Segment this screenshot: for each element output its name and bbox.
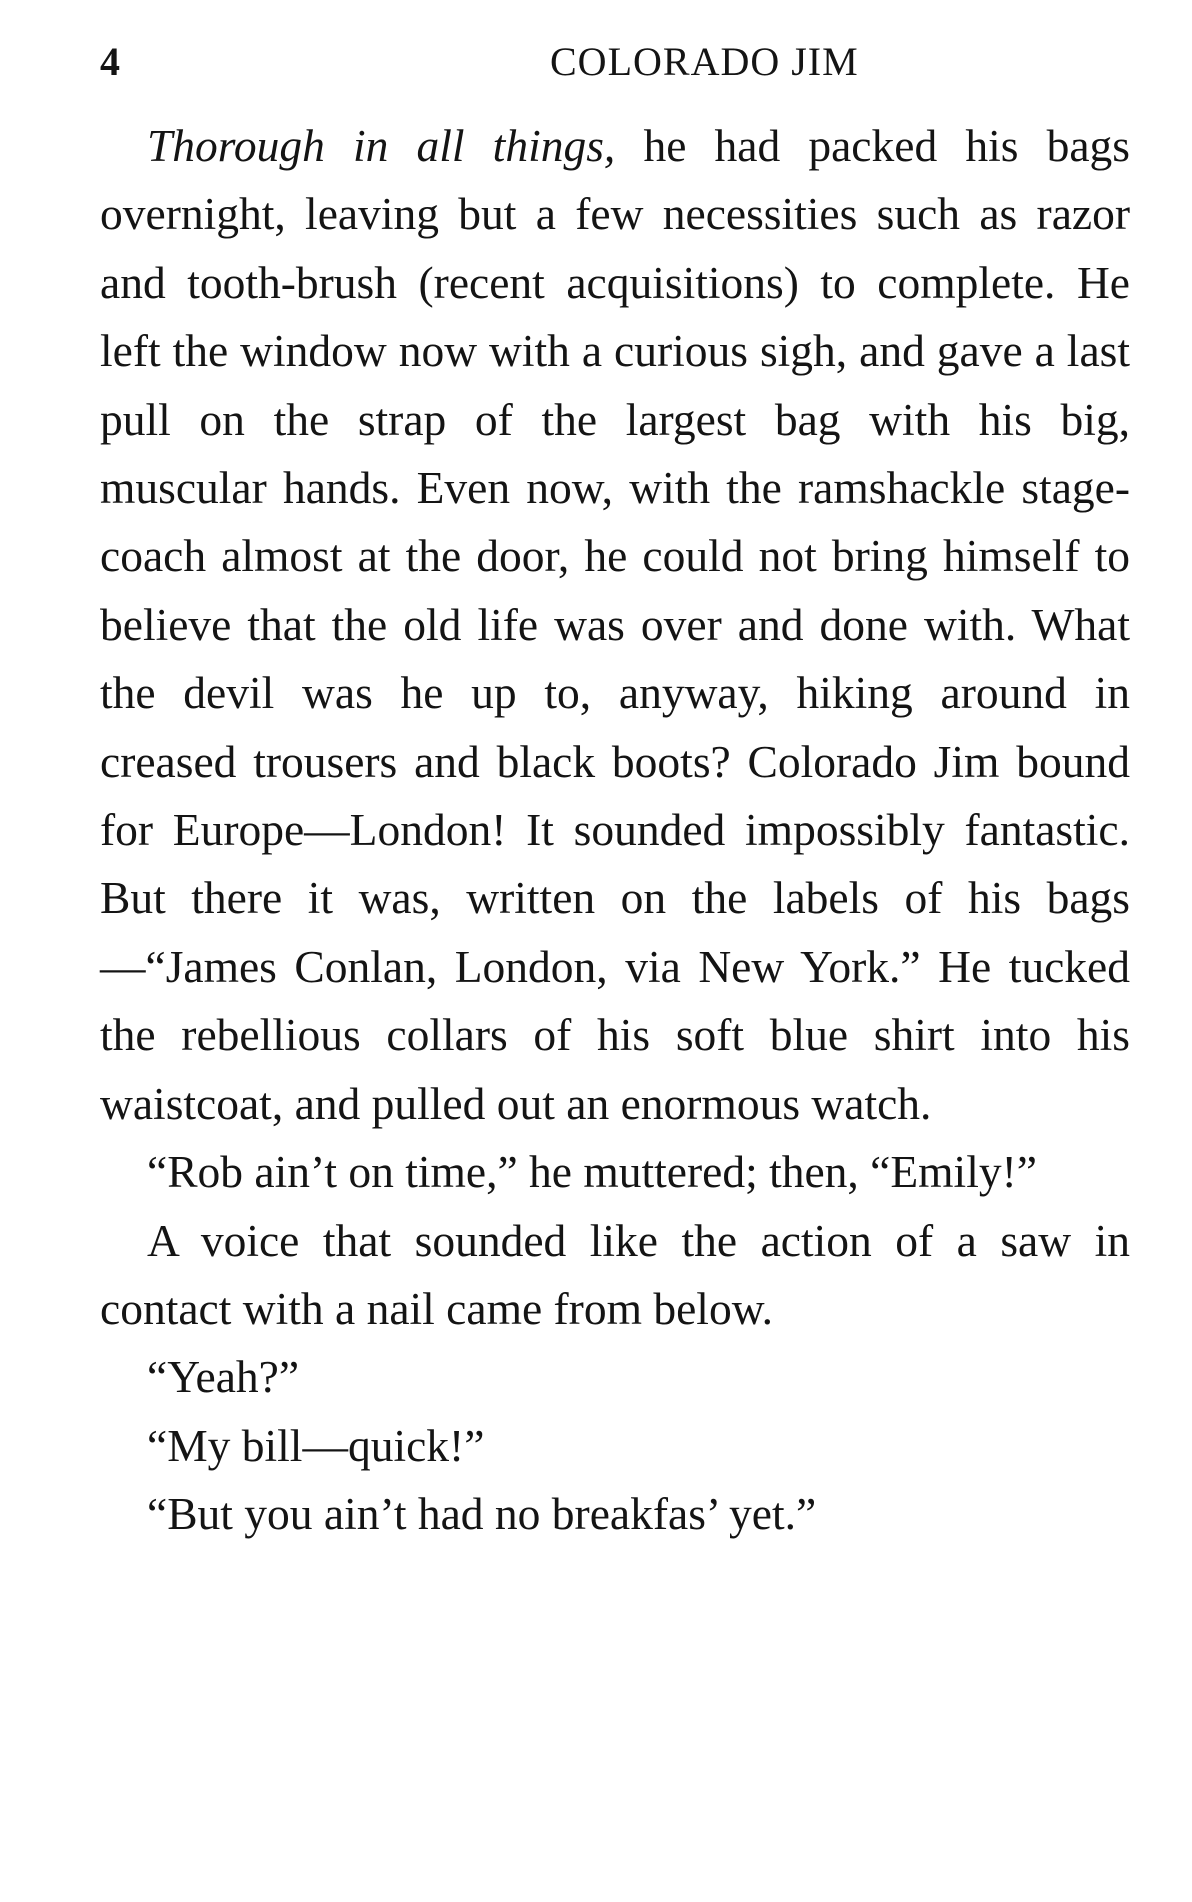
paragraph-italic-lead: Thorough in all things,: [147, 120, 616, 171]
paragraph-text: he had packed his bags overnight, leaving but a few necessities such as razor and tooth-brush (recent acquisitions) to complete. He left the window now with a curious sigh, and gave a last pull on the strap of the largest bag with his big, muscular hands. Even now, with the ramshackle stage-coach almost at the door, he could not bring himself to believe that the old life was over and done with. What the devil was he up to, anyway, hiking around in creased trousers and black boots? Colorado Jim bound for Europe—London! It sounded impossibly fantastic. But there it was, written on the labels of his bags—“James Conlan, London, via New York.” He tucked the rebellious collars of his soft blue shirt into his waistcoat, and pulled out an enormous watch.: [100, 120, 1130, 1129]
paragraph: “My bill—quick!”: [147, 1419, 485, 1471]
body-text: [100, 112, 1130, 1549]
paragraph: [100, 112, 1130, 1138]
paragraph: “Yeah?”: [147, 1351, 300, 1403]
page-number: 4: [100, 39, 120, 84]
paragraph: “Rob ain’t on time,” he muttered; then, “Emily!”: [147, 1146, 1037, 1198]
paragraph: A voice that sounded like the action of a saw in contact with a nail came from below.: [100, 1214, 1130, 1334]
paragraph: “But you ain’t had no breakfas’ yet.”: [147, 1488, 817, 1540]
page-header: [100, 38, 1130, 98]
running-head: COLORADO JIM: [550, 39, 859, 84]
